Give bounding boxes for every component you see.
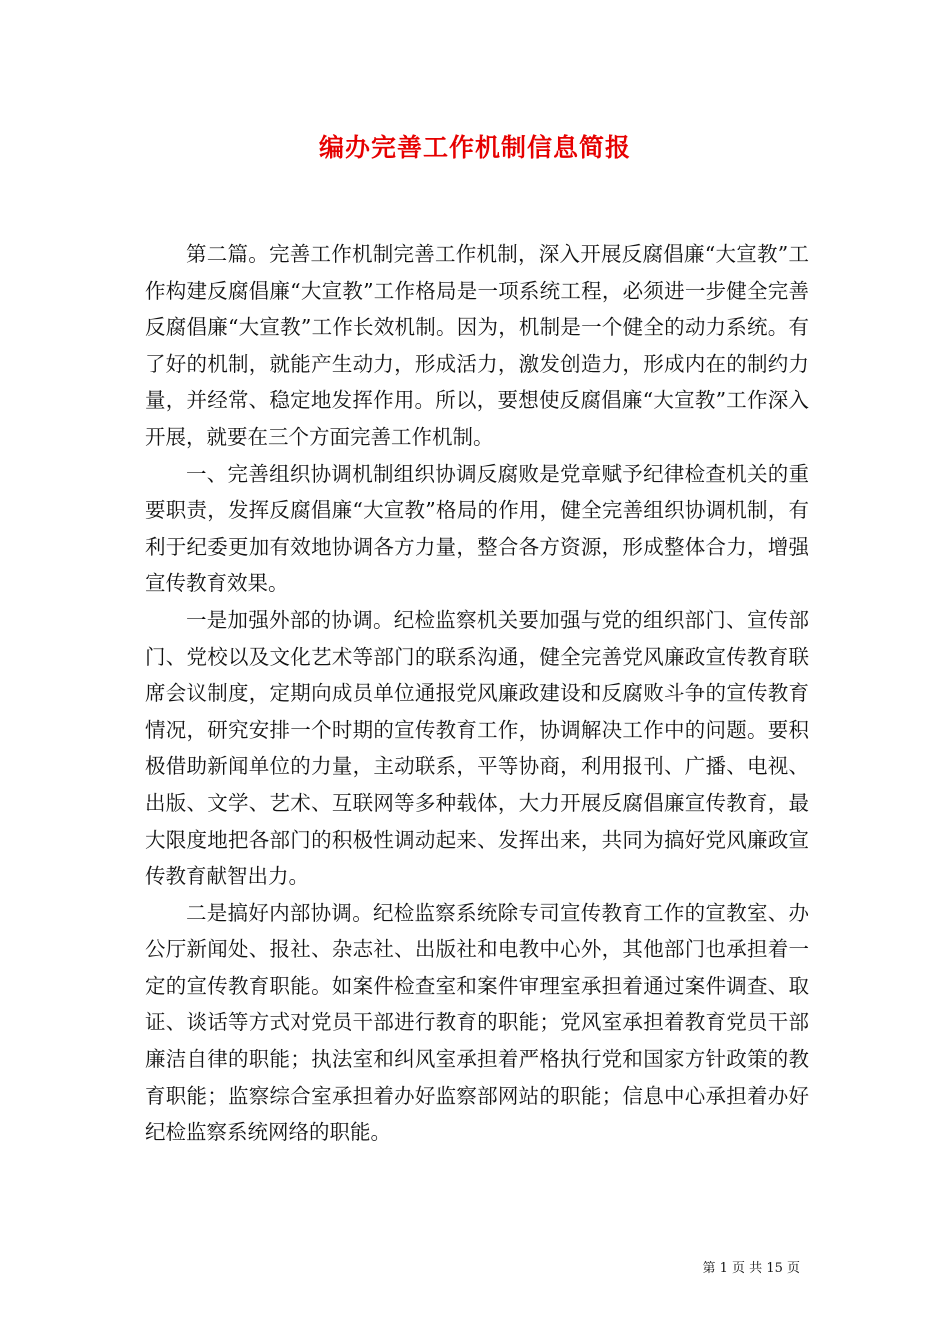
- page-number: 第 1 页 共 15 页: [702, 1261, 800, 1276]
- document-body: [145, 236, 809, 1151]
- paragraph-intro: 第二篇。完善工作机制完善工作机制，深入开展反腐倡廉“大宣教”工作构建反腐倡廉“大宣教”工作格局是一项系统工程，必须进一步健全完善反腐倡廉“大宣教”工作长效机制。因为，机制是一个健全的动力系统。有了好的机制，就能产生动力，形成活力，激发创造力，形成内在的制约力量，并经常、稳定地发挥作用。所以，要想使反腐倡廉“大宣教”工作深入开展，就要在三个方面完善工作机制。: [145, 242, 809, 449]
- document-title: 编办完善工作机制信息简报: [318, 133, 631, 162]
- paragraph-section-one: 一、完善组织协调机制组织协调反腐败是党章赋予纪律检查机关的重要职责，发挥反腐倡廉“大宣教”格局的作用，健全完善组织协调机制，有利于纪委更加有效地协调各方力量，整合各方资源，形成整体合力，增强宣传教育效果。: [145, 461, 809, 596]
- paragraph-external-coordination: 一是加强外部的协调。纪检监察机关要加强与党的组织部门、宣传部门、党校以及文化艺术等部门的联系沟通，健全完善党风廉政宣传教育联席会议制度，定期向成员单位通报党风廉政建设和反腐败斗争的宣传教育情况，研究安排一个时期的宣传教育工作，协调解决工作中的问题。要积极借助新闻单位的力量，主动联系，平等协商，利用报刊、广播、电视、出版、文学、艺术、互联网等多种载体，大力开展反腐倡廉宣传教育，最大限度地把各部门的积极性调动起来、发挥出来，共同为搞好党风廉政宣传教育献智出力。: [145, 607, 809, 889]
- paragraph-internal-coordination: 二是搞好内部协调。纪检监察系统除专司宣传教育工作的宣教室、办公厅新闻处、报社、杂志社、出版社和电教中心外，其他部门也承担着一定的宣传教育职能。如案件检查室和案件审理室承担着通过案件调查、取证、谈话等方式对党员干部进行教育的职能；党风室承担着教育党员干部廉洁自律的职能；执法室和纠风室承担着严格执行党和国家方针政策的教育职能；监察综合室承担着办好监察部网站的职能；信息中心承担着办好纪检监察系统网络的职能。: [145, 900, 809, 1145]
